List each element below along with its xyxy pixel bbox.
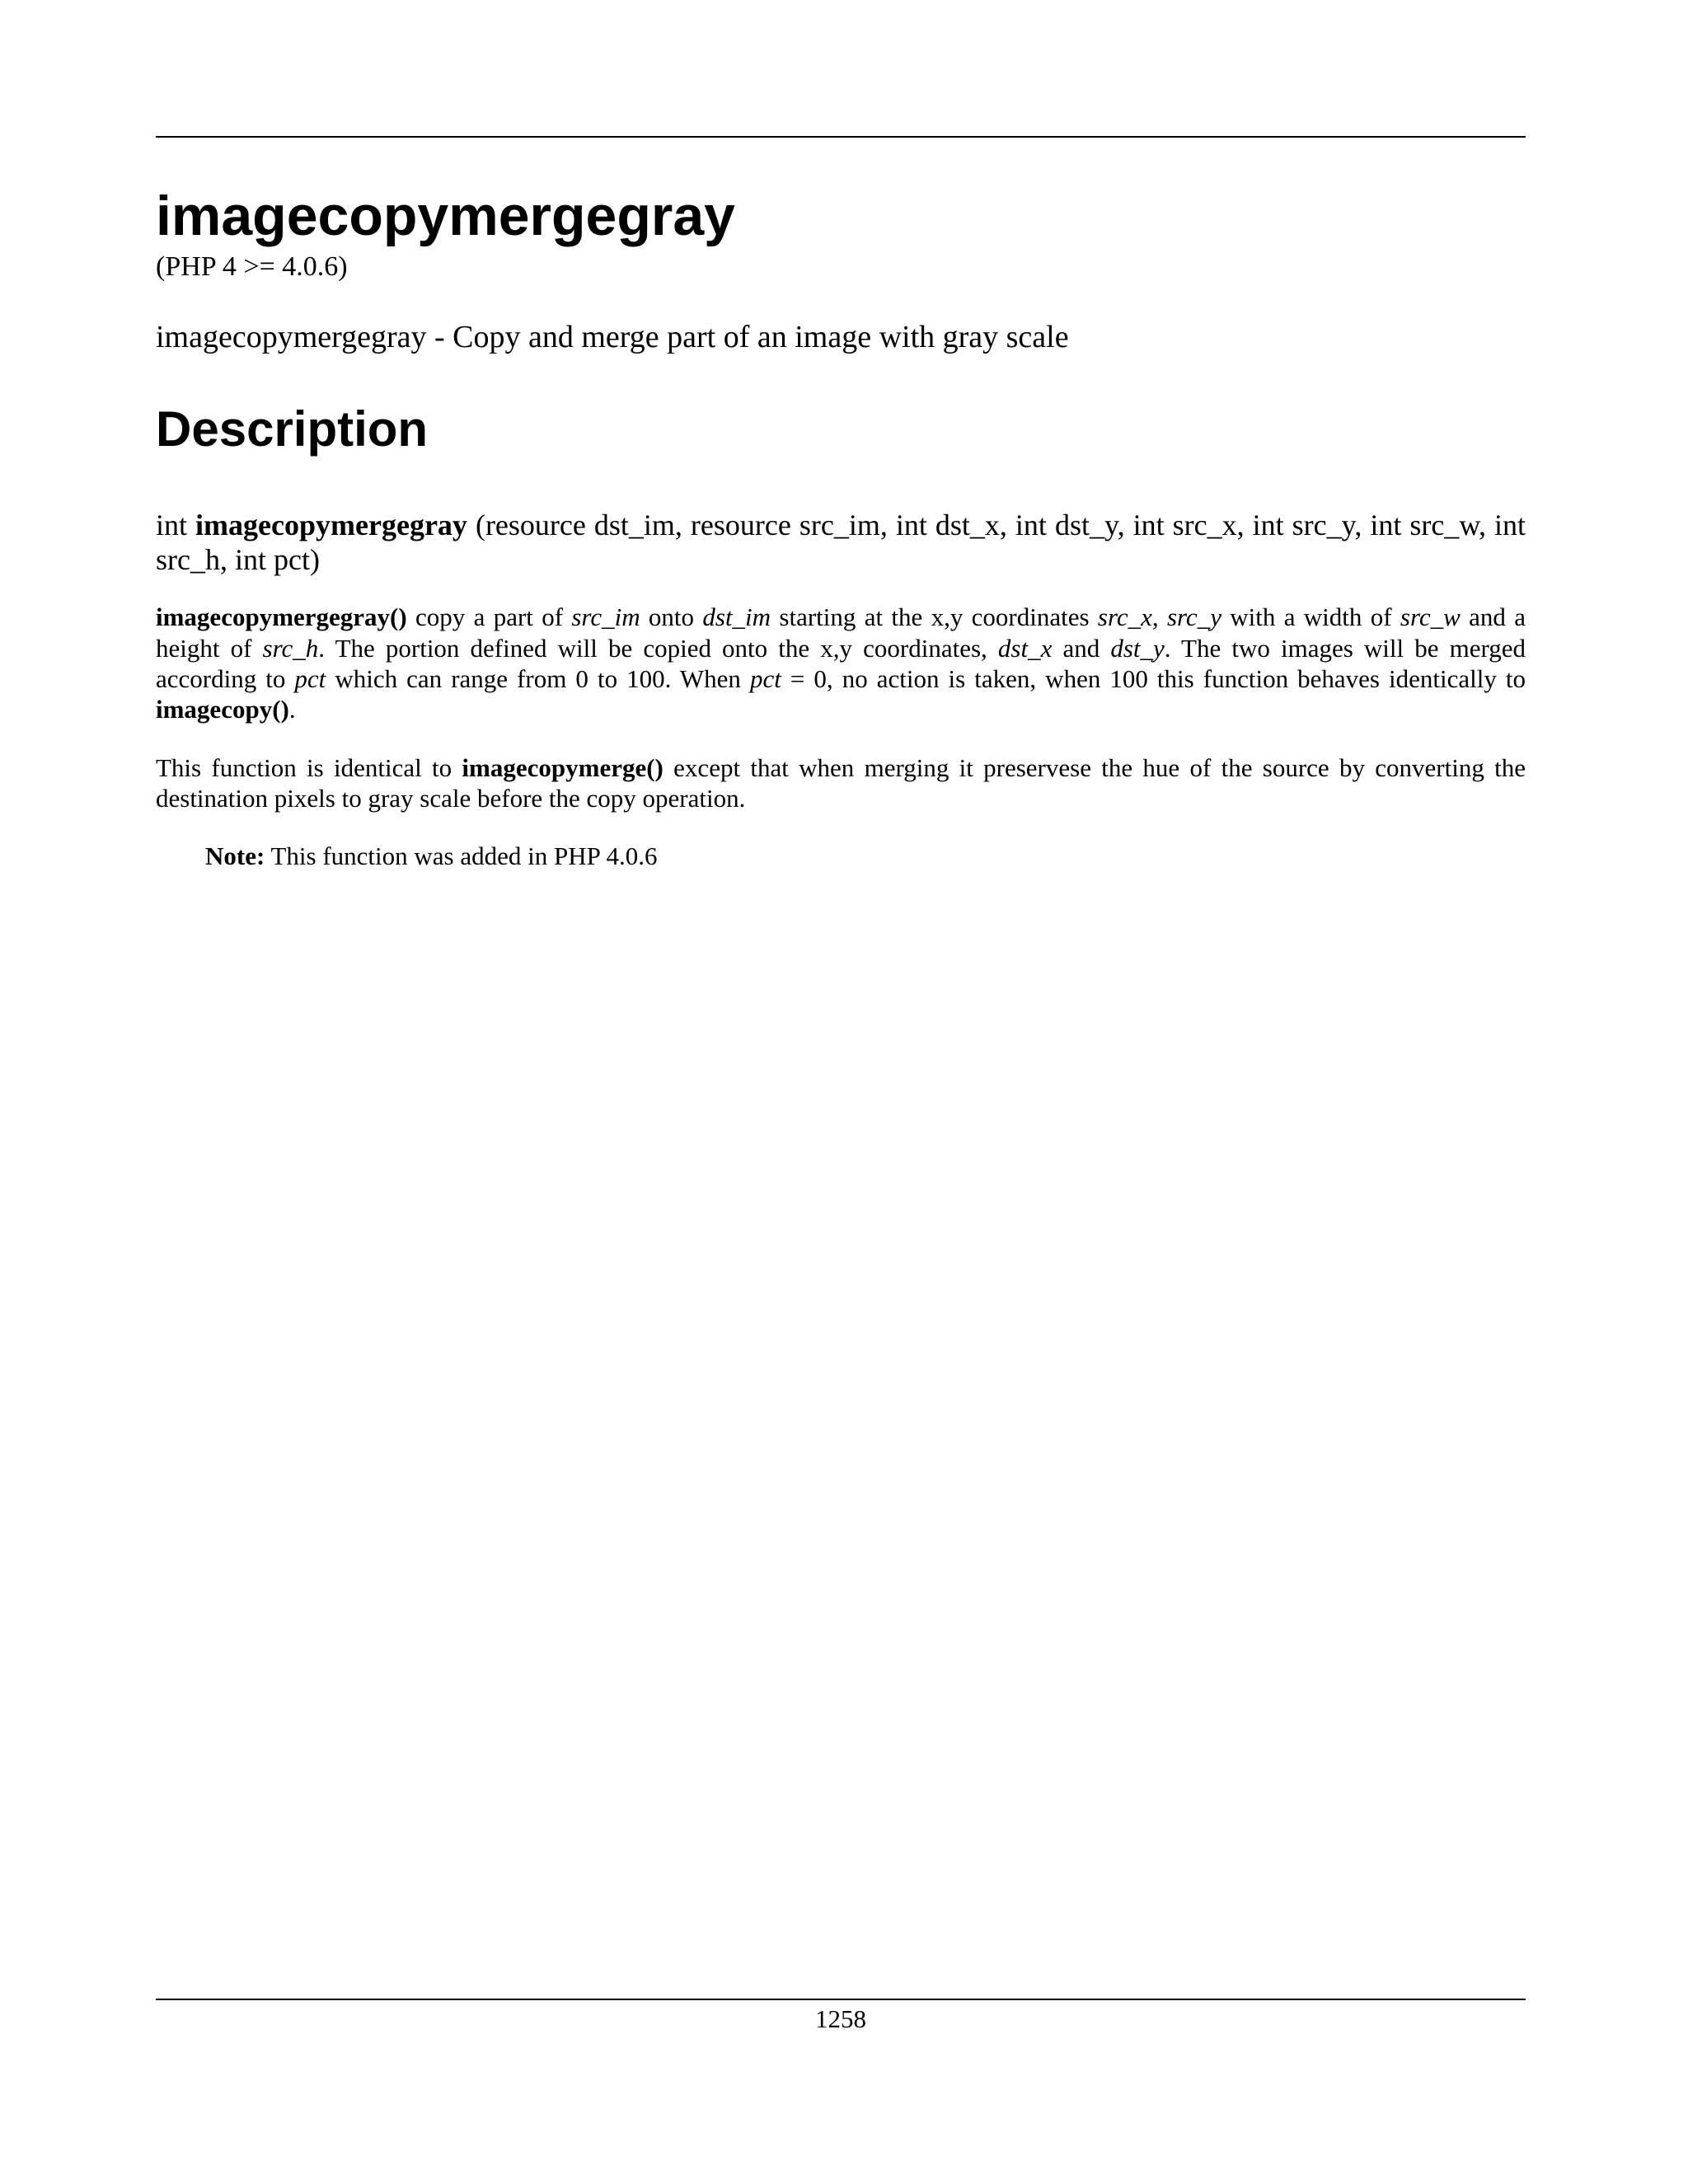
param-src-im: src_im — [571, 602, 640, 632]
page-number: 1258 — [815, 2004, 866, 2033]
param-src-y: src_y — [1166, 602, 1221, 632]
param-src-x: src_x — [1097, 602, 1152, 632]
identical-paragraph: This function is identical to imagecopymerge() except that when merging it preservese the hue of the source by converting the destination pixels to gray scale before the copy operation. — [156, 753, 1526, 813]
imagecopy-reference: imagecopy() — [156, 694, 289, 724]
page-title: imagecopymergegray — [156, 185, 735, 247]
param-src-h: src_h — [262, 633, 319, 663]
footer-rule — [156, 1999, 1526, 2000]
imagecopymerge-reference: imagecopymerge() — [462, 753, 663, 783]
synopsis-params: (resource dst_im, resource src_im, int dst_x, int dst_y, int src_x, int src_y, int src_w, int src_h, int pct) — [156, 509, 1526, 577]
function-synopsis — [156, 508, 1526, 577]
version-info: (PHP 4 >= 4.0.6) — [156, 251, 348, 282]
description-paragraph: imagecopymergegray() copy a part of src_im onto dst_im starting at the x,y coordinates src_x, src_y with a width of src_w and a height of src_h. The portion defined will be copied onto the x,y coordinates, dst_x and dst_y. The two images will be merged according to pct which can range from 0 to 100. When pct = 0, no action is taken, when 100 this function behaves identically to imagecopy(). — [156, 602, 1526, 724]
section-title-description: Description — [156, 401, 429, 457]
param-src-w: src_w — [1400, 602, 1461, 632]
function-reference: imagecopymergegray() — [156, 602, 407, 632]
param-dst-im: dst_im — [702, 602, 771, 632]
param-pct: pct — [749, 663, 781, 693]
param-dst-x: dst_x — [997, 633, 1053, 663]
ref-purpose: imagecopymergegray - Copy and merge part of an image with gray scale — [156, 319, 1069, 354]
note-label: Note: — [205, 841, 265, 870]
synopsis-return-type: int — [156, 509, 188, 542]
note-text: This function was added in PHP 4.0.6 — [265, 841, 658, 870]
page-content — [156, 185, 1526, 871]
synopsis-function-name: imagecopymergegray — [195, 509, 467, 542]
param-dst-y: dst_y — [1110, 633, 1165, 663]
param-pct: pct — [294, 663, 326, 693]
note-block — [205, 841, 1526, 871]
header-rule — [156, 136, 1526, 138]
